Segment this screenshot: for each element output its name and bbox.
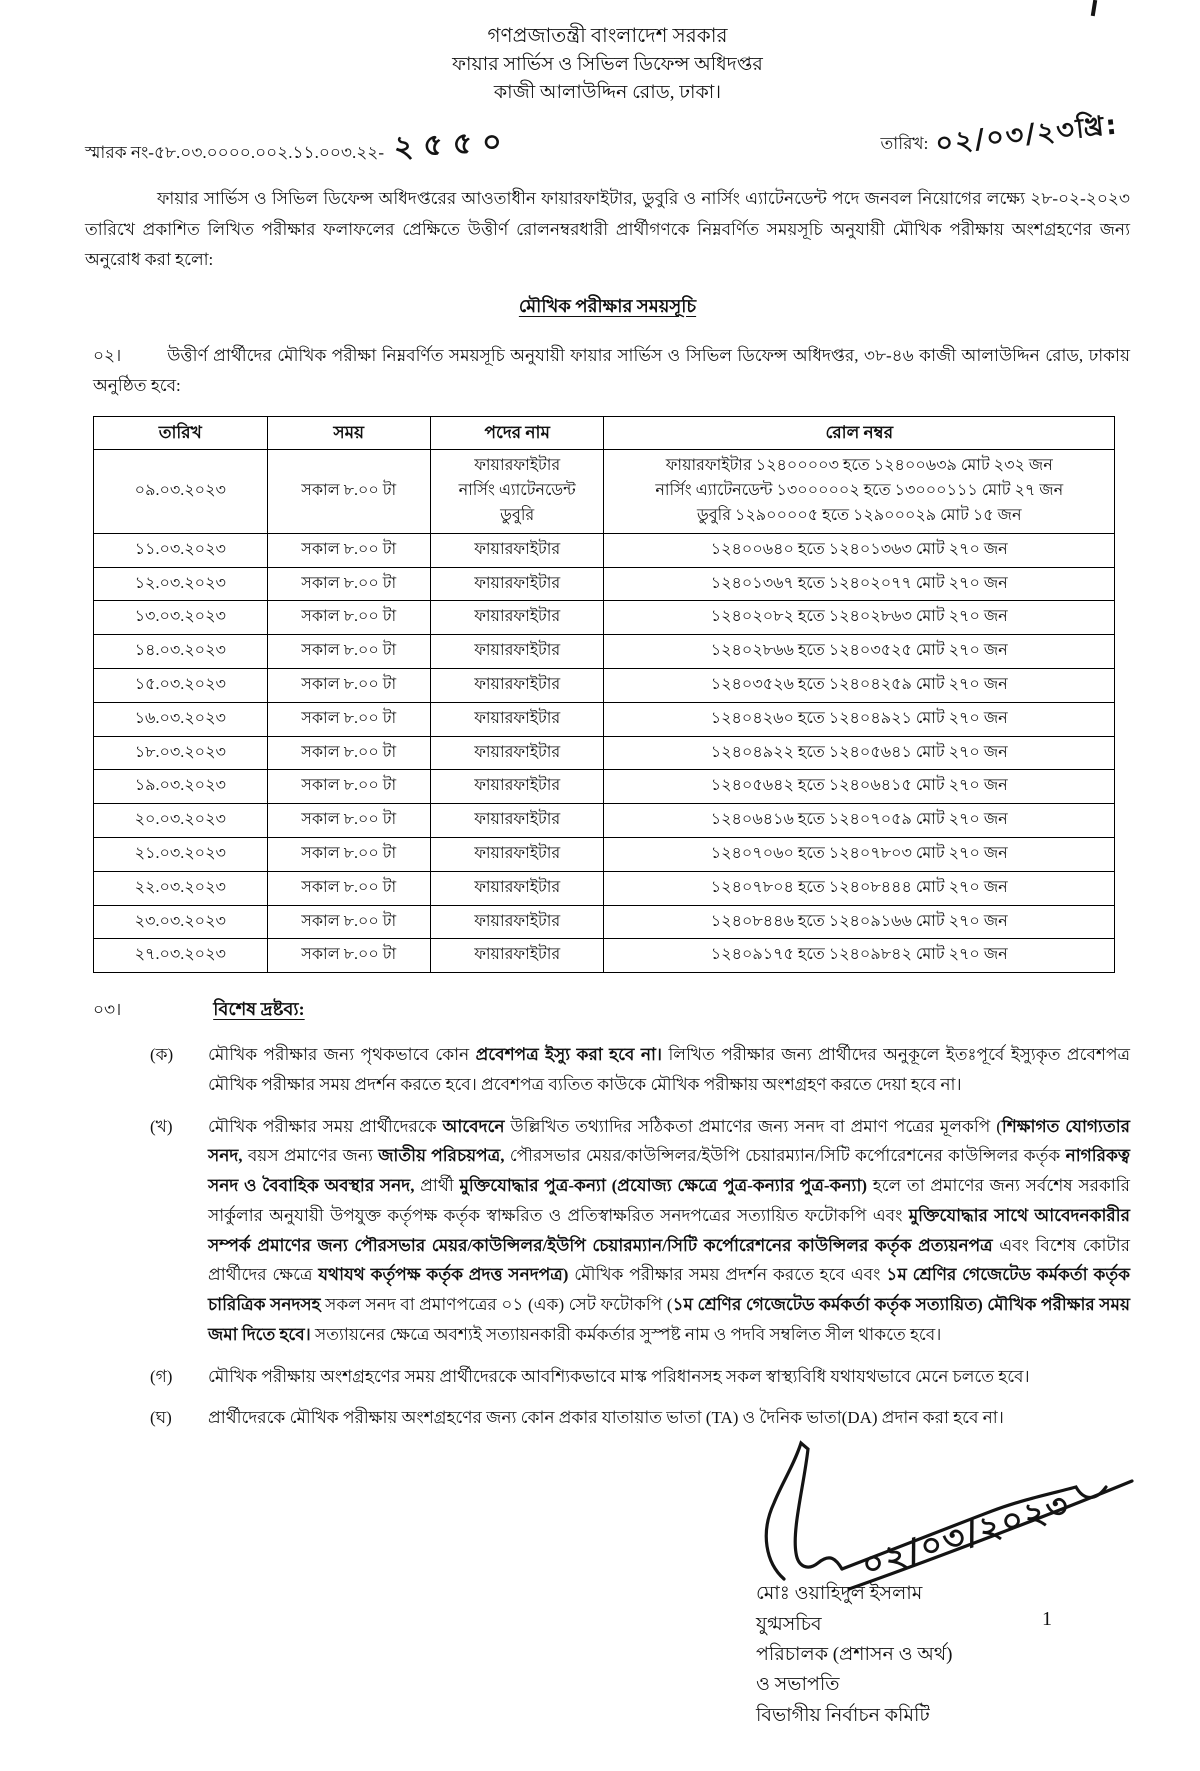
- table-cell: ফায়ারফাইটার: [430, 837, 604, 871]
- table-row: [94, 702, 1115, 736]
- memo-date: [880, 109, 1121, 165]
- government-name: গণপ্রজাতন্ত্রী বাংলাদেশ সরকার: [487, 25, 728, 47]
- table-cell: ফায়ারফাইটার নার্সিং এ্যাটেনডেন্ট ডুবুরি: [430, 450, 604, 533]
- table-cell: ১৮.০৩.২০২৩: [94, 736, 268, 770]
- table-cell: ১২৪০৮৪৪৬ হতে ১২৪০৯১৬৬ মোট ২৭০ জন: [604, 905, 1115, 939]
- table-cell: সকাল ৮.০০ টা: [267, 567, 430, 601]
- table-cell: ১৫.০৩.২০২৩: [94, 668, 268, 702]
- note-text: প্রার্থীদেরকে মৌখিক পরীক্ষায় অংশগ্রহণের জন্য কোন প্রকার যাতায়াত ভাতা (TA) ও দৈনিক ভাতা(DA) প্রদান করা হবে না।: [208, 1408, 1004, 1428]
- table-cell: ১৩.০৩.২০২৩: [94, 601, 268, 635]
- table-row: [94, 567, 1115, 601]
- table-row: [94, 837, 1115, 871]
- table-cell: ১২৪০৯১৭৫ হতে ১২৪০৯৮৪২ মোট ২৭০ জন: [604, 939, 1115, 973]
- table-cell: ফায়ারফাইটার: [430, 804, 604, 838]
- table-cell: সকাল ৮.০০ টা: [267, 533, 430, 567]
- table-cell: ফায়ারফাইটার: [430, 905, 604, 939]
- column-header-time: সময়: [267, 417, 430, 450]
- table-cell: ১২৪০৬৪১৬ হতে ১২৪০৭০৫৯ মোট ২৭০ জন: [604, 804, 1115, 838]
- table-cell: ২৭.০৩.২০২৩: [94, 939, 268, 973]
- table-cell: সকাল ৮.০০ টা: [267, 601, 430, 635]
- table-cell: সকাল ৮.০০ টা: [267, 736, 430, 770]
- table-cell: সকাল ৮.০০ টা: [267, 770, 430, 804]
- signature-block: [694, 1437, 1124, 1731]
- scan-artifact: [1091, 0, 1097, 16]
- table-row: [94, 804, 1115, 838]
- table-cell: সকাল ৮.০০ টা: [267, 804, 430, 838]
- table-cell: ১৪.০৩.২০২৩: [94, 635, 268, 669]
- signature-date: ০২/০৩/২০২৩: [856, 1484, 1075, 1585]
- item-2-text: উত্তীর্ণ প্রার্থীদের মৌখিক পরীক্ষা নিম্নবর্ণিত সময়সূচি অনুযায়ী ফায়ার সার্ভিস ও সিভিল ডিফেন্স অধিদপ্তর, ৩৮-৪৬ কাজী আলাউদ্দিন রোড, ঢাকায় অনুষ্ঠিত হবে:: [93, 345, 1130, 396]
- intro-paragraph: ফায়ার সার্ভিস ও সিভিল ডিফেন্স অধিদপ্তরের আওতাধীন ফায়ারফাইটার, ডুবুরি ও নার্সিং এ্যাটেনডেন্ট পদে জনবল নিয়োগের লক্ষ্যে ২৮-০২-২০২৩ তারিখে প্রকাশিত লিখিত পরীক্ষার ফলাফলের প্রেক্ষিতে উত্তীর্ণ রোলনম্বরধারী প্রার্থীগণকে নিম্নবর্ণিত সময়সূচি অনুযায়ী মৌখিক পরীক্ষায় অংশগ্রহণের জন্য অনুরোধ করা হলো:: [85, 189, 1130, 270]
- table-row: [94, 635, 1115, 669]
- table-cell: ১২৪০০৬৪০ হতে ১২৪০১৩৬৩ মোট ২৭০ জন: [604, 533, 1115, 567]
- table-row: [94, 601, 1115, 635]
- table-cell: ১২৪০৭৮০৪ হতে ১২৪০৮৪৪৪ মোট ২৭০ জন: [604, 871, 1115, 905]
- table-cell: ২৩.০৩.২০২৩: [94, 905, 268, 939]
- schedule-table-header: [94, 417, 1115, 450]
- item-2-paragraph: [93, 341, 1130, 402]
- table-cell: ফায়ারফাইটার: [430, 668, 604, 702]
- table-cell: সকাল ৮.০০ টা: [267, 939, 430, 973]
- column-header-date: তারিখ: [94, 417, 268, 450]
- letterhead: [85, 22, 1130, 106]
- table-cell: ১২৪০৩৫২৬ হতে ১২৪০৪২৫৯ মোট ২৭০ জন: [604, 668, 1115, 702]
- table-row: [94, 533, 1115, 567]
- date-label: তারিখ:: [880, 134, 929, 154]
- note-text: মৌখিক পরীক্ষার জন্য পৃথকভাবে কোন প্রবেশপত্র ইস্যু করা হবে না। লিখিত পরীক্ষার জন্য প্রার্থীদের অনুকূলে ইতঃপূর্বে ইস্যুকৃত প্রবেশপত্র মৌখিক পরীক্ষার সময় প্রদর্শন করতে হবে। প্রবেশপত্র ব্যতিত কাউকে মৌখিক পরীক্ষায় অংশগ্রহণ করতে দেয়া হবে না।: [208, 1045, 1130, 1094]
- table-cell: ফায়ারফাইটার ১২৪০০০০৩ হতে ১২৪০০৬৩৯ মোট ২৩২ জন নার্সিং এ্যাটেনডেন্ট ১৩০০০০০২ হতে ১৩০০০১১১ মোট ২৭ জন ডুবুরি ১২৯০০০০৫ হতে ১২৯০০০২৯ মোট ১৫ জন: [604, 450, 1115, 533]
- table-cell: ১২৪০৭০৬০ হতে ১২৪০৭৮০৩ মোট ২৭০ জন: [604, 837, 1115, 871]
- table-cell: ১২৪০১৩৬৭ হতে ১২৪০২০৭৭ মোট ২৭০ জন: [604, 567, 1115, 601]
- header-row: [94, 417, 1115, 450]
- signatory-details: [694, 1579, 1124, 1731]
- item-3-number: ০৩।: [93, 1000, 122, 1020]
- column-header-post: পদের নাম: [430, 417, 604, 450]
- signatory-role: ও সভাপতি: [756, 1674, 840, 1696]
- table-cell: সকাল ৮.০০ টা: [267, 905, 430, 939]
- table-cell: ফায়ারফাইটার: [430, 770, 604, 804]
- table-cell: ১১.০৩.২০২৩: [94, 533, 268, 567]
- table-cell: ১২.০৩.২০২৩: [94, 567, 268, 601]
- note-label: (গ): [150, 1366, 173, 1386]
- memo-number: [85, 124, 512, 175]
- table-row: [94, 736, 1115, 770]
- table-row: [94, 770, 1115, 804]
- note-text: মৌখিক পরীক্ষায় অংশগ্রহণের সময় প্রার্থীদেরকে আবশ্যিকভাবে মাস্ক পরিধানসহ সকল স্বাস্থ্যবিধি যথাযথভাবে মেনে চলতে হবে।: [208, 1366, 1030, 1386]
- special-notes-list: [85, 1040, 1130, 1433]
- table-cell: ১৯.০৩.২০২৩: [94, 770, 268, 804]
- item-2-number: ০২।: [93, 345, 122, 365]
- table-cell: সকাল ৮.০০ টা: [267, 450, 430, 533]
- note-kha: [150, 1112, 1130, 1350]
- note-label: (ঘ): [150, 1408, 172, 1428]
- column-header-roll: রোল নম্বর: [604, 417, 1115, 450]
- table-cell: ২১.০৩.২০২৩: [94, 837, 268, 871]
- signatory-committee: বিভাগীয় নির্বাচন কমিটি: [756, 1704, 930, 1726]
- table-cell: ফায়ারফাইটার: [430, 533, 604, 567]
- table-row: [94, 939, 1115, 973]
- table-cell: সকাল ৮.০০ টা: [267, 837, 430, 871]
- table-cell: ফায়ারফাইটার: [430, 635, 604, 669]
- table-cell: ফায়ারফাইটার: [430, 939, 604, 973]
- table-cell: ২০.০৩.২০২৩: [94, 804, 268, 838]
- table-cell: ফায়ারফাইটার: [430, 736, 604, 770]
- signatory-rank: যুগ্মসচিব: [756, 1613, 822, 1635]
- table-cell: ফায়ারফাইটার: [430, 702, 604, 736]
- table-cell: ১২৪০৪২৬০ হতে ১২৪০৪৯২১ মোট ২৭০ জন: [604, 702, 1115, 736]
- table-cell: ১২৪০৫৬৪২ হতে ১২৪০৬৪১৫ মোট ২৭০ জন: [604, 770, 1115, 804]
- department-address: কাজী আলাউদ্দিন রোড, ঢাকা।: [493, 81, 722, 103]
- page-number: 1: [1042, 1608, 1052, 1631]
- table-cell: ফায়ারফাইটার: [430, 567, 604, 601]
- note-ka: [150, 1040, 1130, 1100]
- table-cell: সকাল ৮.০০ টা: [267, 668, 430, 702]
- table-cell: ১২৪০২০৮২ হতে ১২৪০২৮৬৩ মোট ২৭০ জন: [604, 601, 1115, 635]
- table-cell: ফায়ারফাইটার: [430, 601, 604, 635]
- table-cell: সকাল ৮.০০ টা: [267, 635, 430, 669]
- signatory-designation: পরিচালক (প্রশাসন ও অর্থ): [756, 1643, 953, 1665]
- note-text: মৌখিক পরীক্ষার সময় প্রার্থীদেরকে আবেদনে উল্লিখিত তথ্যাদির সঠিকতা প্রমাণের জন্য সনদ বা প্রমাণ পত্রের মূলকপি (শিক্ষাগত যোগ্যতার সনদ, বয়স প্রমাণের জন্য জাতীয় পরিচয়পত্র, পৌরসভার মেয়র/কাউন্সিলর/ইউপি চেয়ারম্যান/সিটি কর্পোরেশনের কাউন্সিলর কর্তৃক নাগরিকত্ব সনদ ও বৈবাহিক অবস্থার সনদ, প্রার্থী মুক্তিযোদ্ধার পুত্র-কন্যা (প্রযোজ্য ক্ষেত্রে পুত্র-কন্যার পুত্র-কন্যা) হলে তা প্রমাণের জন্য সর্বশেষ সরকারি সার্কুলার অনুযায়ী উপযুক্ত কর্তৃপক্ষ কর্তৃক স্বাক্ষরিত ও প্রতিস্বাক্ষরিত সনদপত্রের সত্যায়িত ফটোকপি এবং মুক্তিযোদ্ধার সাথে আবেদনকারীর সম্পর্ক প্রমাণের জন্য পৌরসভার মেয়র/কাউন্সিলর/ইউপি চেয়ারম্যান/সিটি কর্পোরেশনের কাউন্সিলর কর্তৃক প্রত্যয়নপত্র এবং বিশেষ কোটার প্রার্থীদের ক্ষেত্রে যথাযথ কর্তৃপক্ষ কর্তৃক প্রদত্ত সনদপত্র) মৌখিক পরীক্ষার সময় প্রদর্শন করতে হবে এবং ১ম শ্রেণির গেজেটেড কর্মকর্তা কর্তৃক চারিত্রিক সনদসহ সকল সনদ বা প্রমাণপত্রের ০১ (এক) সেট ফটোকপি (১ম শ্রেণির গেজেটেড কর্মকর্তা কর্তৃক সত্যায়িত) মৌখিক পরীক্ষার সময় জমা দিতে হবে। সত্যায়নের ক্ষেত্রে অবশ্যই সত্যায়নকারী কর্মকর্তার সুস্পষ্ট নাম ও পদবি সম্বলিত সীল থাকতে হবে।: [208, 1116, 1131, 1344]
- department-name: ফায়ার সার্ভিস ও সিভিল ডিফেন্স অধিদপ্তর: [452, 54, 763, 75]
- schedule-title: মৌখিক পরীক্ষার সময়সূচি: [518, 295, 697, 316]
- table-cell: সকাল ৮.০০ টা: [267, 871, 430, 905]
- item-3-heading: [93, 995, 1130, 1026]
- special-note-title: বিশেষ দ্রষ্টব্য:: [213, 999, 305, 1020]
- date-handwritten: ০২/০৩/২৩খ্রি:: [934, 109, 1121, 160]
- note-label: (খ): [150, 1116, 173, 1136]
- signatory-name: মোঃ ওয়াহিদুল ইসলাম: [756, 1583, 923, 1605]
- table-row: [94, 450, 1115, 533]
- table-cell: ০৯.০৩.২০২৩: [94, 450, 268, 533]
- note-ga: [150, 1362, 1130, 1392]
- table-row: [94, 905, 1115, 939]
- schedule-table-body: [94, 450, 1115, 973]
- note-gha: [150, 1403, 1130, 1433]
- schedule-title-row: [85, 292, 1130, 323]
- table-row: [94, 871, 1115, 905]
- table-cell: ১২৪০২৮৬৬ হতে ১২৪০৩৫২৫ মোট ২৭০ জন: [604, 635, 1115, 669]
- note-label: (ক): [150, 1045, 174, 1065]
- table-cell: ১৬.০৩.২০২৩: [94, 702, 268, 736]
- memo-number-label: স্মারক নং-৫৮.০৩.০০০০.০০২.১১.০০৩.২২-: [85, 143, 384, 163]
- memo-row: [85, 109, 1130, 166]
- schedule-table: [93, 416, 1115, 973]
- table-row: [94, 668, 1115, 702]
- table-cell: সকাল ৮.০০ টা: [267, 702, 430, 736]
- memo-number-handwritten: ২৫৫০: [392, 124, 513, 166]
- table-cell: ২২.০৩.২০২৩: [94, 871, 268, 905]
- table-cell: ১২৪০৪৯২২ হতে ১২৪০৫৬৪১ মোট ২৭০ জন: [604, 736, 1115, 770]
- table-cell: ফায়ারফাইটার: [430, 871, 604, 905]
